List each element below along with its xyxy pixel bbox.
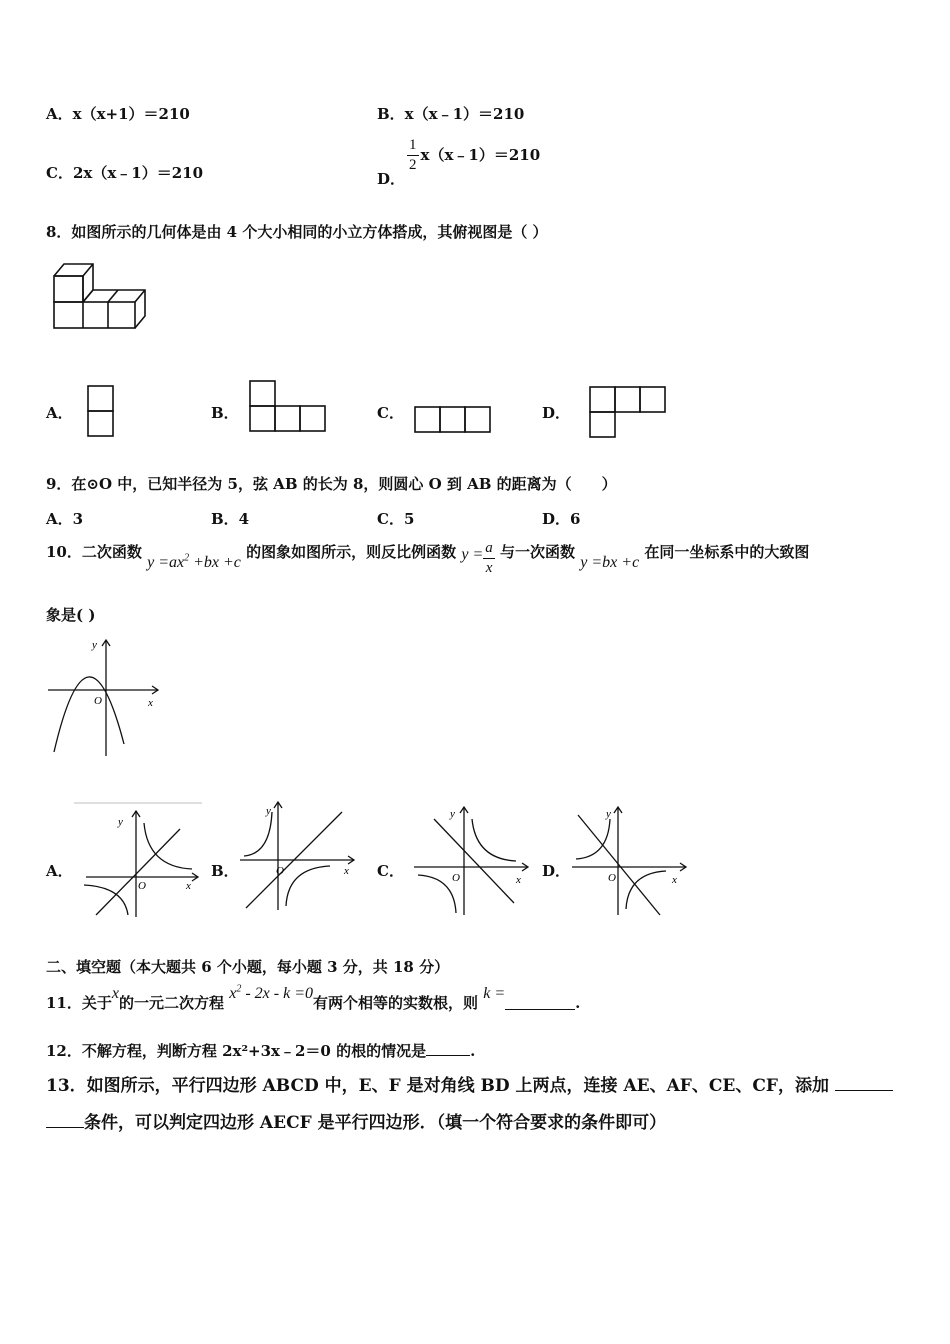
- q10-stem-part1: 10．二次函数: [46, 542, 142, 561]
- q12-tail: .: [470, 1042, 476, 1060]
- q9-stem: 9．在⊙O 中，已知半径为 5，弦 AB 的长为 8，则圆心 O 到 AB 的距离为（ ）: [46, 475, 617, 493]
- q10-option-d-graph[interactable]: [570, 803, 690, 919]
- q13-answer-blank-1[interactable]: [835, 1090, 893, 1091]
- q10-axis-x-label: x: [148, 697, 153, 709]
- q11-part1: 11．关于: [46, 994, 112, 1012]
- q8-option-c-figure[interactable]: [414, 406, 494, 434]
- q10-c-axis-y: y: [450, 808, 455, 820]
- q7-option-d[interactable]: [377, 137, 541, 188]
- q9-option-b[interactable]: B．4: [211, 510, 250, 528]
- q10-axis-y-label: y: [92, 639, 97, 651]
- q11-k-equals: k =: [483, 985, 506, 1002]
- q13-line2-text: 条件，可以判定四边形 AECF 是平行四边形．（填一个符合要求的条件即可）: [84, 1113, 667, 1133]
- q10-inverse-fraction: $\frac{a}{x}$: [485, 540, 493, 576]
- q10-d-origin: O: [608, 872, 616, 884]
- q10-d-axis-x: x: [672, 874, 677, 886]
- q11-stem: [46, 982, 581, 1012]
- q10-stem-line2: 象是( ): [46, 606, 96, 624]
- q10-stem-part4: 在同一坐标系中的大致图: [644, 542, 810, 561]
- q11-answer-blank[interactable]: [505, 1009, 575, 1010]
- q10-c-origin: O: [452, 872, 460, 884]
- q12-text: 12．不解方程，判断方程 2x²+3x﹣2＝0 的根的情况是: [46, 1042, 427, 1060]
- q9-option-c[interactable]: C．5: [377, 510, 415, 528]
- q10-linear-eq: y =bx +c: [580, 553, 640, 571]
- q13-line1-text: 13．如图所示，平行四边形 ABCD 中，E、F 是对角线 BD 上两点，连接 AE、AF、CE、CF，添加: [46, 1076, 829, 1096]
- q9-option-d[interactable]: D．6: [542, 510, 581, 528]
- q7-option-d-label: D．: [377, 169, 406, 188]
- q11-tail: .: [575, 994, 581, 1012]
- q8-option-d[interactable]: D．: [542, 404, 571, 422]
- q8-option-b-figure[interactable]: [249, 380, 329, 434]
- q12-answer-blank[interactable]: [426, 1055, 470, 1056]
- q10-a-origin: O: [138, 880, 146, 892]
- q10-stem-part3: 与一次函数: [500, 542, 576, 561]
- section-2-heading: 二、填空题（本大题共 6 个小题，每小题 3 分，共 18 分）: [46, 958, 450, 976]
- q10-option-c[interactable]: C．: [377, 862, 404, 880]
- q10-a-axis-x: x: [186, 880, 191, 892]
- q8-option-c[interactable]: C．: [377, 404, 404, 422]
- q13-line1: [46, 1071, 893, 1096]
- q7-option-d-text: x（x﹣1）＝210: [420, 145, 541, 164]
- q7-option-b[interactable]: B．x（x﹣1）＝210: [377, 105, 525, 123]
- q10-b-axis-y: y: [266, 805, 271, 817]
- q10-quadratic-eq: $y =ax^2 +bx +c$: [147, 552, 241, 571]
- q8-stem: 8．如图所示的几何体是由 4 个大小相同的小立方体搭成，其俯视图是（ ）: [46, 223, 548, 241]
- q10-option-d[interactable]: D．: [542, 862, 571, 880]
- q7-option-c[interactable]: C．2x（x﹣1）＝210: [46, 164, 204, 182]
- q8-option-b[interactable]: B．: [211, 404, 239, 422]
- q9-option-a[interactable]: A．3: [46, 510, 84, 528]
- q10-origin-label: O: [94, 695, 102, 707]
- q8-option-a[interactable]: A．: [46, 404, 73, 422]
- q10-option-a[interactable]: A．: [46, 862, 73, 880]
- q10-option-c-graph[interactable]: [412, 803, 532, 919]
- q11-part3: 有两个相等的实数根，则: [313, 994, 479, 1012]
- q11-equation: $x^2 - 2x - k =0$: [229, 983, 313, 1002]
- q13-line2: [46, 1108, 666, 1133]
- q11-part2: 的一元二次方程: [118, 994, 224, 1012]
- q10-option-b[interactable]: B．: [211, 862, 239, 880]
- q10-inverse-eq-left: y =: [461, 545, 484, 563]
- q10-parabola-graph: [48, 636, 168, 760]
- q8-option-a-figure[interactable]: [87, 385, 115, 437]
- q10-stem: [46, 541, 809, 576]
- q7-option-a[interactable]: A．x（x+1）＝210: [46, 105, 190, 123]
- q10-c-axis-x: x: [516, 874, 521, 886]
- q10-a-axis-y: y: [118, 816, 123, 828]
- q10-d-axis-y: y: [606, 808, 611, 820]
- q7-fraction: $\frac{1}{2}$: [409, 137, 417, 173]
- q10-stem-part2: 的图象如图所示，则反比例函数: [246, 542, 457, 561]
- q10-b-origin: O: [276, 865, 284, 877]
- q8-solid-figure: [50, 262, 150, 332]
- q10-option-a-graph[interactable]: [74, 803, 204, 921]
- q12-stem: [46, 1040, 475, 1061]
- q11-var: x: [111, 985, 119, 1002]
- q8-option-d-figure[interactable]: [589, 386, 669, 440]
- q10-option-b-graph[interactable]: [236, 796, 360, 916]
- q13-answer-blank-2[interactable]: [46, 1127, 84, 1128]
- q10-b-axis-x: x: [344, 865, 349, 877]
